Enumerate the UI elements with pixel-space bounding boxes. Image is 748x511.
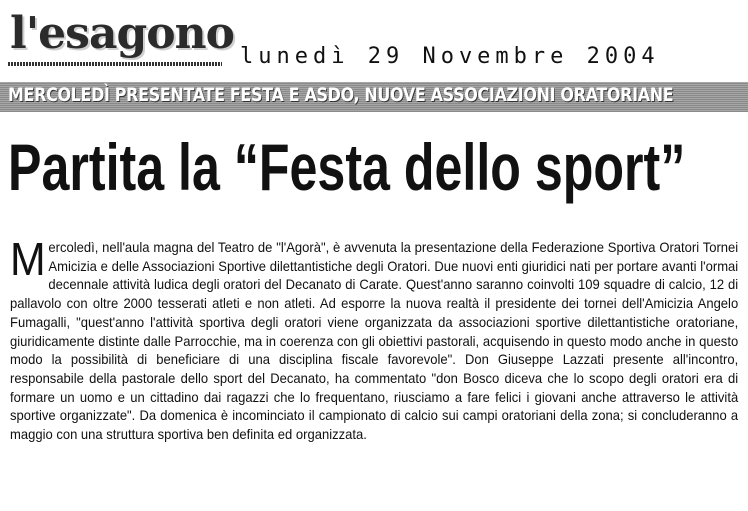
article-paragraph: ercoledì, nell'aula magna del Teatro de "l'Agorà", è avvenuta la presentazione della Federazione Sportiva Oratori Tornei Amicizia e delle Associazioni Sportive dilettantistiche degli Oratori. Due nuovi enti giuridici nati per portare avanti l'ormai decennale attività ludica degli oratori del Decanato di Carate. Quest'anno saranno coinvolti 109 squadre di calcio, 12 di pallavolo con oltre 2000 tesserati atleti e non atleti. Ad esporre la nuova realtà il presidente dei tornei dell'Amicizia Angelo Fumagalli, "quest'anno l'attività sportiva degli oratori viene organizzata da associazioni sportive dilettantistiche oratoriane, giuridicamente distinte dalle Parrocchie, ma in coerenza con gli obiettivi pastorali, acquisendo in questo modo anche in questo modo la possibilità di beneficiare di una disciplina fiscale favorevole". Don Giuseppe Lazzati presente all'incontro, responsabile della pastorale dello sport del Decanato, ha commentato "don Bosco diceva che lo scopo degli oratori era di formare un uomo e un cittadino dai ragazzi che lo frequentano, riusciamo a fare felici i giovani anche attraverso le attività sportive organizzate". Da domenica è incominciato il campionato di calcio sui campi oratoriani della zona; si concluderanno a maggio con una struttura sportiva ben definita ed organizzata.: [10, 239, 739, 443]
logo-text: l'esagono: [10, 8, 234, 59]
logo-underline: [8, 62, 222, 66]
masthead: [0, 0, 748, 80]
publication-date: lunedì 29 Novembre 2004: [240, 44, 660, 69]
article-text: [10, 233, 739, 444]
article-body: [10, 233, 739, 444]
kicker-banner: [0, 82, 748, 112]
headline: Partita la “Festa dello sport”: [8, 130, 686, 204]
kicker-text: MERCOLEDÌ PRESENTATE FESTA E ASDO, NUOVE ASSOCIAZIONI ORATORIANE: [8, 84, 674, 106]
drop-cap: M: [10, 233, 46, 285]
newspaper-logo: [8, 8, 234, 72]
